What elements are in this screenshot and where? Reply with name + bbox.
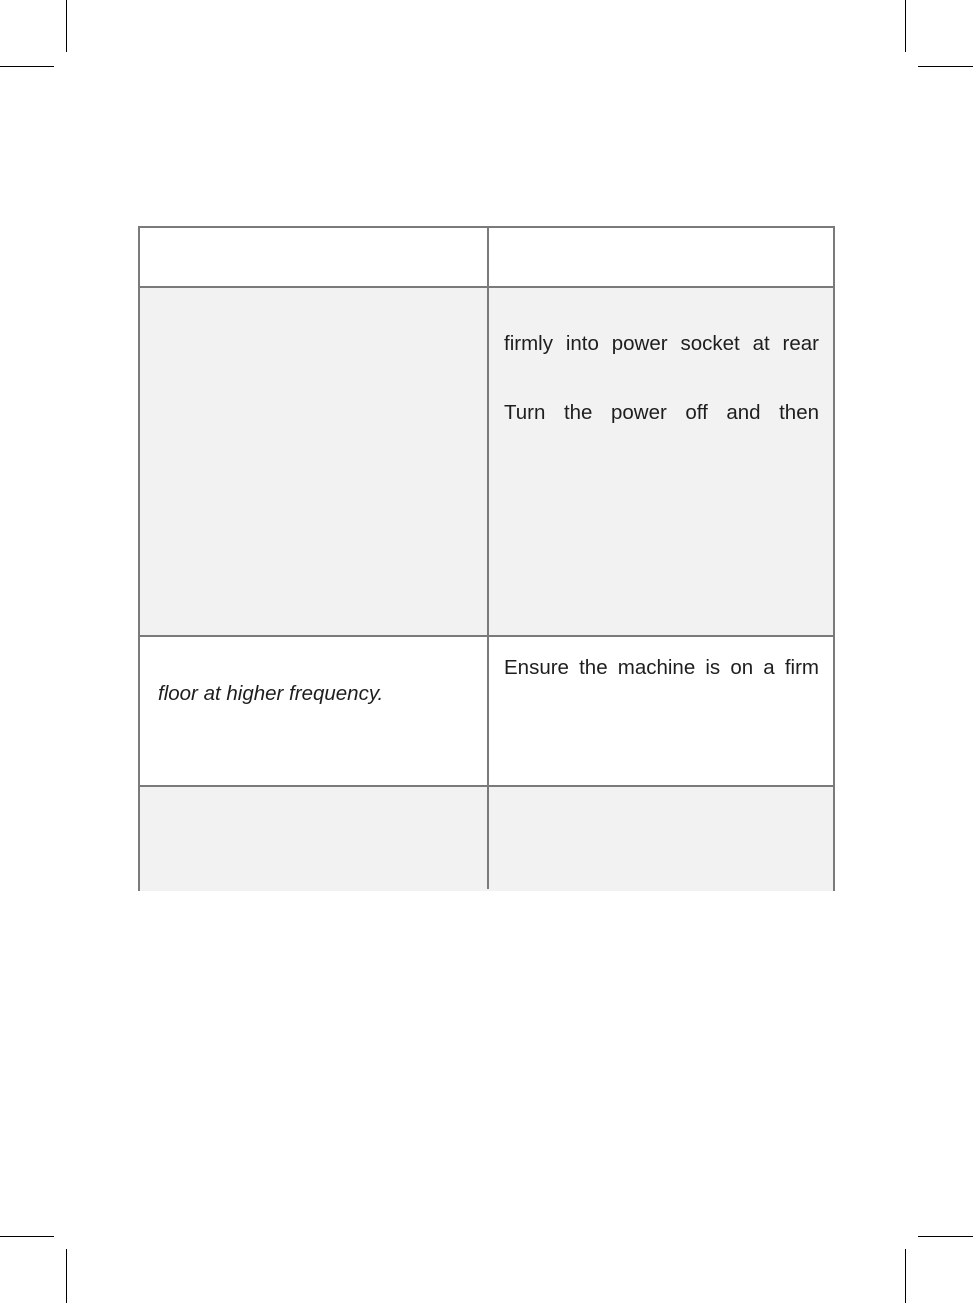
problem-cell: floor at higher frequency. [158,682,384,705]
crop-mark-bottom-left-horizontal [0,1236,54,1237]
crop-mark-bottom-right-horizontal [918,1236,973,1237]
crop-mark-top-right-horizontal [918,66,973,67]
solution-line: firmly into power socket at rear [504,332,819,355]
crop-mark-bottom-left-vertical [66,1249,67,1303]
crop-mark-top-left-vertical [66,0,67,52]
troubleshooting-table [138,226,835,891]
crop-mark-top-right-vertical [905,0,906,52]
solution-line: Ensure the machine is on a firm [504,656,819,679]
crop-mark-bottom-right-vertical [905,1249,906,1303]
column-divider [487,228,489,889]
crop-mark-top-left-horizontal [0,66,54,67]
solution-line: Turn the power off and then [504,401,819,424]
